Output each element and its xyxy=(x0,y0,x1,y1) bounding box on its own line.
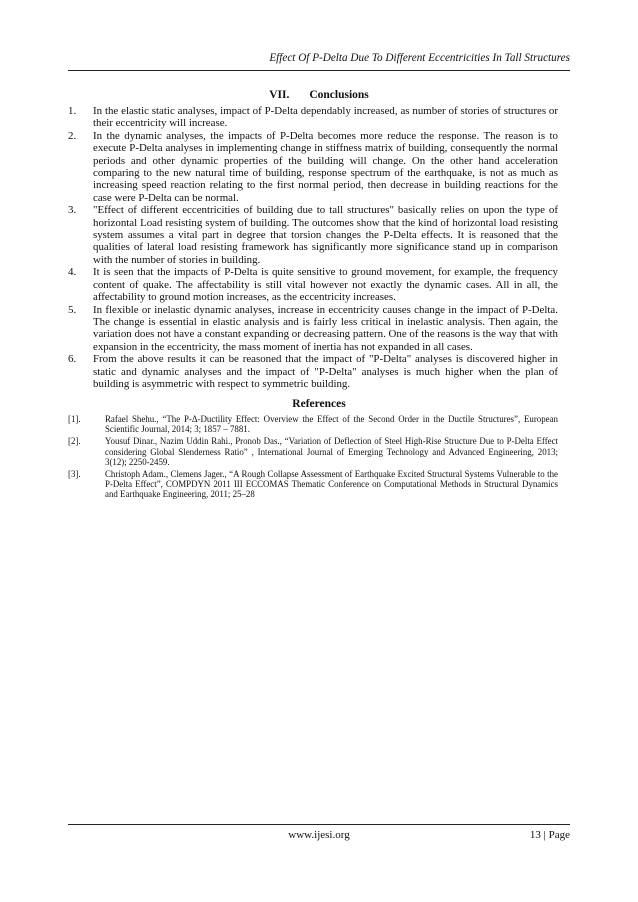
running-header: Effect Of P-Delta Due To Different Eccentricities In Tall Structures xyxy=(269,52,570,64)
footer-url: www.ijesi.org xyxy=(288,829,350,841)
reference-item xyxy=(68,414,558,434)
reference-item xyxy=(68,436,558,467)
item-text: It is seen that the impacts of P-Delta is quite sensitive to ground movement, for example, the frequency content of quake. The affectability is still vital however not exactly the dynamic cases. All in all, the affectability to ground motion increases, as the eccentricity increases. xyxy=(93,266,558,304)
item-number: 5. xyxy=(68,303,77,316)
item-text: In flexible or inelastic dynamic analyses, increase in eccentricity causes change in the impact of P-Delta. The change is essential in elastic analysis and is fairly less critical in inelastic analysis. Then again, the variation does not have a constant expanding or decreasing pattern. One of the reasons is the way that with expansion in the eccentricity, the mass moment of inertia has not expanded in all cases. xyxy=(93,303,558,353)
reference-item xyxy=(68,469,558,500)
conclusions-heading xyxy=(68,89,570,101)
references-list xyxy=(68,414,558,502)
conclusion-item xyxy=(68,130,558,204)
conclusion-item xyxy=(68,353,558,390)
item-number: 4. xyxy=(68,266,77,279)
page-number: 13 | Page xyxy=(529,829,570,841)
reference-text: Rafael Shehu., “The P-Δ-Ductility Effect: Overview the Effect of the Second Order in the Ductile Structures”, European Scientific Journal, 2014; 3; 1857 – 7881. xyxy=(105,414,558,435)
reference-number: [1]. xyxy=(68,414,81,424)
conclusion-item xyxy=(68,105,558,130)
item-number: 3. xyxy=(68,204,77,217)
item-number: 1. xyxy=(68,105,77,117)
reference-number: [2]. xyxy=(68,436,81,447)
footer-rule xyxy=(68,824,570,825)
item-text: "Effect of different eccentricities of building due to tall structures" basically relies on upon the type of horizontal Load resisting system of building. The outcomes show that the kind of horizontal load resisting system assumes a vital part in degree that torsion changes the P-Delta effects. It is reasoned that the qualities of lateral load resisting framework has significantly more significance stand up in comparison with the number of stories in building. xyxy=(93,204,558,266)
references-heading: References xyxy=(292,398,346,410)
conclusion-item xyxy=(68,304,558,354)
section-number: VII. xyxy=(269,89,290,101)
conclusion-item xyxy=(68,266,558,303)
reference-text: Christoph Adam., Clemens Jager., “A Rough Collapse Assessment of Earthquake Excited Structural Systems Vulnerable to the P-Delta Effect”, COMPDYN 2011 III ECCOMAS Thematic Conference on Computational Methods in Structural Dynamics and Earthquake Engineering, 2011; 25–28 xyxy=(105,469,558,500)
item-number: 6. xyxy=(68,353,77,366)
item-text: In the dynamic analyses, the impacts of P-Delta becomes more reduce the response. The reason is to execute P-Delta analyses in implementing change in stiffness matrix of building, consequently the normal periods and other dynamic properties of the building will change. On the other hand acceleration comparing to the new natural time of building, response spectrum of the earthquake, is not as much as increasing speed reaction relating to the first normal period, then decrease in building reactions for the case were P-Delta can be normal. xyxy=(93,129,558,204)
header-rule xyxy=(68,70,570,71)
conclusion-item xyxy=(68,204,558,266)
item-number: 2. xyxy=(68,129,77,142)
section-title: Conclusions xyxy=(309,89,369,101)
item-text: In the elastic static analyses, impact of P-Delta dependably increased, as number of stories of structures or their eccentricity will increase. xyxy=(93,105,558,130)
item-text: From the above results it can be reasoned that the impact of "P-Delta" analyses is discovered higher in static and dynamic analyses and the impact of "P-Delta" analyses is much higher when the plan of building is asymmetric with respect to symmetric building. xyxy=(93,353,558,390)
conclusions-list xyxy=(68,105,558,390)
reference-number: [3]. xyxy=(68,469,81,480)
reference-text: Yousuf Dinar., Nazim Uddin Rahi., Pronob Das., “Variation of Deflection of Steel High-Rise Structure Due to P-Delta Effect considering Global Slenderness Ratio” , International Journal of Emerging Technology and Advanced Engineering, 2013; 3(12); 2250-2459. xyxy=(105,436,558,467)
